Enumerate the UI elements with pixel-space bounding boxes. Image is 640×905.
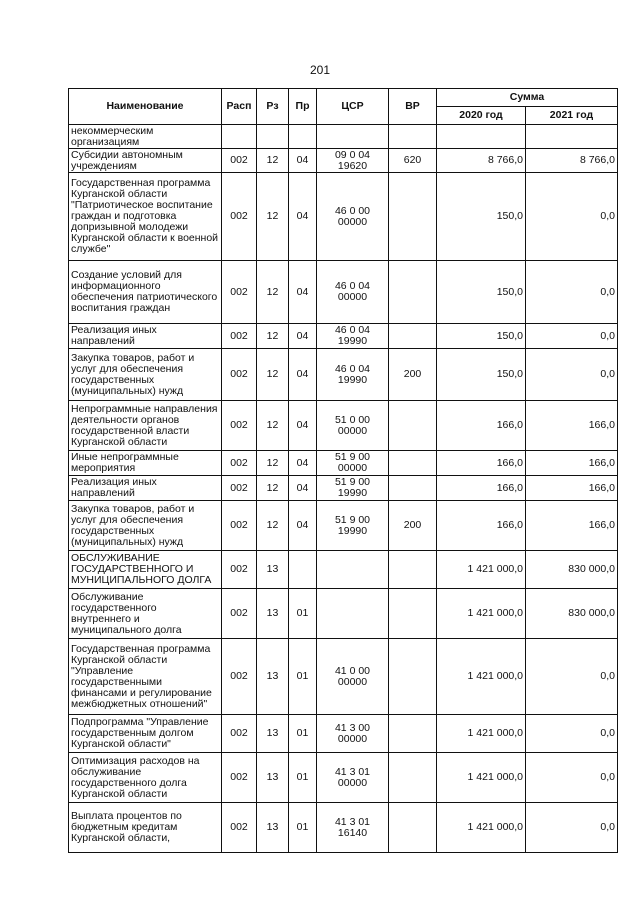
cell-rz bbox=[257, 125, 289, 149]
cell-2021: 0,0 bbox=[526, 349, 618, 401]
cell-pr: 04 bbox=[289, 173, 317, 261]
cell-name: Государственная программа Курганской области "Патриотическое воспитание граждан и подготовка допризывной молодежи Курганской области к военной службе" bbox=[69, 173, 222, 261]
cell-rasp: 002 bbox=[222, 551, 257, 589]
cell-pr: 04 bbox=[289, 501, 317, 551]
cell-name: Создание условий для информационного обеспечения патриотического воспитания граждан bbox=[69, 261, 222, 324]
cell-rasp bbox=[222, 125, 257, 149]
cell-csr: 51 0 00 00000 bbox=[317, 401, 389, 451]
header-csr: ЦСР bbox=[317, 89, 389, 125]
cell-pr: 01 bbox=[289, 803, 317, 853]
cell-rasp: 002 bbox=[222, 451, 257, 476]
cell-rasp: 002 bbox=[222, 589, 257, 639]
cell-pr: 01 bbox=[289, 753, 317, 803]
table-row bbox=[69, 589, 618, 639]
cell-pr: 04 bbox=[289, 324, 317, 349]
cell-vr bbox=[389, 125, 437, 149]
cell-rz: 12 bbox=[257, 349, 289, 401]
table-row bbox=[69, 349, 618, 401]
cell-vr: 200 bbox=[389, 501, 437, 551]
cell-2020 bbox=[437, 125, 526, 149]
cell-2020: 1 421 000,0 bbox=[437, 589, 526, 639]
cell-pr: 01 bbox=[289, 639, 317, 715]
cell-2020: 150,0 bbox=[437, 349, 526, 401]
cell-rasp: 002 bbox=[222, 639, 257, 715]
cell-rasp: 002 bbox=[222, 401, 257, 451]
header-rasp: Расп bbox=[222, 89, 257, 125]
cell-rz: 13 bbox=[257, 639, 289, 715]
cell-csr: 41 0 00 00000 bbox=[317, 639, 389, 715]
cell-rz: 12 bbox=[257, 501, 289, 551]
cell-vr bbox=[389, 715, 437, 753]
cell-name: Обслуживание государственного внутреннего и муниципального долга bbox=[69, 589, 222, 639]
cell-csr: 46 0 04 19990 bbox=[317, 324, 389, 349]
cell-vr bbox=[389, 551, 437, 589]
cell-2020: 150,0 bbox=[437, 324, 526, 349]
cell-name: Субсидии автономным учреждениям bbox=[69, 149, 222, 173]
cell-2020: 1 421 000,0 bbox=[437, 639, 526, 715]
cell-csr bbox=[317, 125, 389, 149]
cell-2020: 8 766,0 bbox=[437, 149, 526, 173]
cell-name: Закупка товаров, работ и услуг для обеспечения государственных (муниципальных) нужд bbox=[69, 501, 222, 551]
cell-rasp: 002 bbox=[222, 476, 257, 501]
cell-csr: 46 0 04 19990 bbox=[317, 349, 389, 401]
cell-csr bbox=[317, 551, 389, 589]
cell-rasp: 002 bbox=[222, 753, 257, 803]
cell-2020: 1 421 000,0 bbox=[437, 753, 526, 803]
cell-name: Иные непрограммные мероприятия bbox=[69, 451, 222, 476]
cell-2020: 150,0 bbox=[437, 261, 526, 324]
cell-vr bbox=[389, 803, 437, 853]
cell-csr: 41 3 01 16140 bbox=[317, 803, 389, 853]
cell-csr: 41 3 00 00000 bbox=[317, 715, 389, 753]
cell-2020: 1 421 000,0 bbox=[437, 715, 526, 753]
cell-2021: 830 000,0 bbox=[526, 551, 618, 589]
cell-rz: 12 bbox=[257, 324, 289, 349]
cell-vr bbox=[389, 324, 437, 349]
header-vr: ВР bbox=[389, 89, 437, 125]
header-name: Наименование bbox=[69, 89, 222, 125]
cell-rasp: 002 bbox=[222, 261, 257, 324]
cell-rz: 13 bbox=[257, 715, 289, 753]
cell-rz: 13 bbox=[257, 803, 289, 853]
cell-2021: 0,0 bbox=[526, 753, 618, 803]
cell-rz: 12 bbox=[257, 451, 289, 476]
cell-name: Непрограммные направления деятельности органов государственной власти Курганской области bbox=[69, 401, 222, 451]
cell-name: Реализация иных направлений bbox=[69, 324, 222, 349]
cell-rz: 13 bbox=[257, 589, 289, 639]
cell-2020: 150,0 bbox=[437, 173, 526, 261]
header-pr: Пр bbox=[289, 89, 317, 125]
cell-rz: 13 bbox=[257, 551, 289, 589]
table-row bbox=[69, 125, 618, 149]
cell-rz: 12 bbox=[257, 401, 289, 451]
cell-2021: 0,0 bbox=[526, 261, 618, 324]
cell-name: Реализация иных направлений bbox=[69, 476, 222, 501]
table-row bbox=[69, 639, 618, 715]
budget-table bbox=[68, 88, 618, 853]
table-row bbox=[69, 715, 618, 753]
cell-csr: 41 3 01 00000 bbox=[317, 753, 389, 803]
cell-vr bbox=[389, 401, 437, 451]
cell-rasp: 002 bbox=[222, 324, 257, 349]
table-row bbox=[69, 149, 618, 173]
cell-csr: 09 0 04 19620 bbox=[317, 149, 389, 173]
cell-2021: 166,0 bbox=[526, 501, 618, 551]
table-row bbox=[69, 476, 618, 501]
cell-pr: 04 bbox=[289, 451, 317, 476]
cell-vr: 620 bbox=[389, 149, 437, 173]
cell-csr bbox=[317, 589, 389, 639]
cell-name: ОБСЛУЖИВАНИЕ ГОСУДАРСТВЕННОГО И МУНИЦИПАЛЬНОГО ДОЛГА bbox=[69, 551, 222, 589]
cell-2021: 0,0 bbox=[526, 324, 618, 349]
cell-2020: 166,0 bbox=[437, 476, 526, 501]
header-2020: 2020 год bbox=[437, 107, 526, 125]
cell-pr bbox=[289, 125, 317, 149]
cell-pr bbox=[289, 551, 317, 589]
cell-rz: 12 bbox=[257, 261, 289, 324]
cell-2021: 0,0 bbox=[526, 715, 618, 753]
cell-name: Подпрограмма "Управление государственным долгом Курганской области" bbox=[69, 715, 222, 753]
cell-pr: 04 bbox=[289, 149, 317, 173]
cell-2021: 830 000,0 bbox=[526, 589, 618, 639]
cell-name: Оптимизация расходов на обслуживание государственного долга Курганской области bbox=[69, 753, 222, 803]
cell-2021: 166,0 bbox=[526, 451, 618, 476]
table-row bbox=[69, 451, 618, 476]
cell-csr: 51 9 00 19990 bbox=[317, 501, 389, 551]
cell-2021: 166,0 bbox=[526, 401, 618, 451]
cell-csr: 46 0 04 00000 bbox=[317, 261, 389, 324]
cell-pr: 04 bbox=[289, 261, 317, 324]
table-row bbox=[69, 803, 618, 853]
header-sum: Сумма bbox=[437, 89, 618, 107]
table-row bbox=[69, 261, 618, 324]
cell-rasp: 002 bbox=[222, 349, 257, 401]
cell-vr bbox=[389, 476, 437, 501]
table-row bbox=[69, 401, 618, 451]
cell-2020: 166,0 bbox=[437, 401, 526, 451]
cell-2020: 166,0 bbox=[437, 451, 526, 476]
cell-2021 bbox=[526, 125, 618, 149]
cell-rz: 12 bbox=[257, 149, 289, 173]
table-row bbox=[69, 173, 618, 261]
cell-vr bbox=[389, 451, 437, 476]
cell-rz: 12 bbox=[257, 173, 289, 261]
table-row bbox=[69, 324, 618, 349]
cell-2021: 0,0 bbox=[526, 173, 618, 261]
cell-vr bbox=[389, 261, 437, 324]
cell-vr bbox=[389, 173, 437, 261]
table-row bbox=[69, 551, 618, 589]
cell-2020: 1 421 000,0 bbox=[437, 803, 526, 853]
page-number: 201 bbox=[309, 63, 331, 77]
cell-2021: 0,0 bbox=[526, 639, 618, 715]
cell-2021: 8 766,0 bbox=[526, 149, 618, 173]
cell-pr: 01 bbox=[289, 715, 317, 753]
cell-rasp: 002 bbox=[222, 149, 257, 173]
cell-vr bbox=[389, 589, 437, 639]
cell-rasp: 002 bbox=[222, 501, 257, 551]
table-row bbox=[69, 501, 618, 551]
cell-csr: 46 0 00 00000 bbox=[317, 173, 389, 261]
cell-rasp: 002 bbox=[222, 173, 257, 261]
cell-pr: 04 bbox=[289, 476, 317, 501]
header-2021: 2021 год bbox=[526, 107, 618, 125]
cell-name: Государственная программа Курганской области "Управление государственными финансами и регулирование межбюджетных отношений" bbox=[69, 639, 222, 715]
cell-2021: 0,0 bbox=[526, 803, 618, 853]
cell-name: некоммерческим организациям bbox=[69, 125, 222, 149]
table-row bbox=[69, 753, 618, 803]
cell-rz: 12 bbox=[257, 476, 289, 501]
cell-csr: 51 9 00 19990 bbox=[317, 476, 389, 501]
cell-pr: 04 bbox=[289, 349, 317, 401]
cell-2021: 166,0 bbox=[526, 476, 618, 501]
cell-rz: 13 bbox=[257, 753, 289, 803]
cell-vr bbox=[389, 753, 437, 803]
cell-rasp: 002 bbox=[222, 803, 257, 853]
cell-csr: 51 9 00 00000 bbox=[317, 451, 389, 476]
cell-2020: 1 421 000,0 bbox=[437, 551, 526, 589]
cell-2020: 166,0 bbox=[437, 501, 526, 551]
cell-pr: 01 bbox=[289, 589, 317, 639]
cell-vr bbox=[389, 639, 437, 715]
cell-name: Выплата процентов по бюджетным кредитам Курганской области, bbox=[69, 803, 222, 853]
cell-pr: 04 bbox=[289, 401, 317, 451]
cell-rasp: 002 bbox=[222, 715, 257, 753]
header-rz: Рз bbox=[257, 89, 289, 125]
cell-vr: 200 bbox=[389, 349, 437, 401]
cell-name: Закупка товаров, работ и услуг для обеспечения государственных (муниципальных) нужд bbox=[69, 349, 222, 401]
